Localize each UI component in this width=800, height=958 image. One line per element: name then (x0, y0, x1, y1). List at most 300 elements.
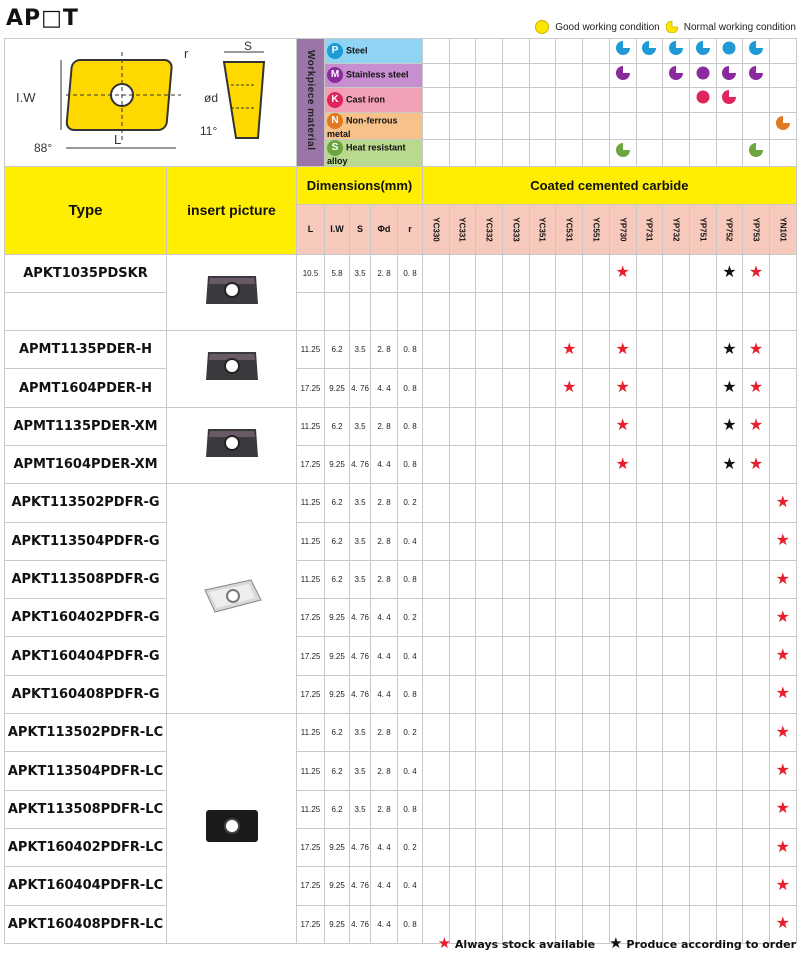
product-row (5, 522, 797, 560)
grade-cell (743, 714, 770, 752)
dim-cell: 2. 8 (371, 752, 398, 790)
material-name: Cast iron (346, 94, 386, 105)
grade-cell (689, 637, 716, 675)
type-cell: APKT160402PDFR-G (5, 599, 167, 637)
grade-cell (423, 407, 450, 445)
grade-cell (769, 331, 796, 369)
grade-cell (716, 254, 743, 292)
product-row (5, 445, 797, 483)
grade-cell (423, 637, 450, 675)
condition-cell (609, 88, 636, 113)
product-row (5, 714, 797, 752)
grade-cell (529, 522, 556, 560)
dim-cell: 17.25 (297, 675, 325, 713)
material-badge: M (327, 67, 343, 83)
grade-cell (423, 560, 450, 598)
grade-cell (583, 331, 610, 369)
dim-cell: 17.25 (297, 867, 325, 905)
dim-cell (371, 292, 398, 330)
grade-cell (583, 637, 610, 675)
material-name: Heat resistant alloy (327, 141, 406, 166)
dim-cell: 0. 4 (398, 522, 423, 560)
dim-cell: 11.25 (297, 484, 325, 522)
dim-col-header: r (398, 204, 423, 254)
condition-cell (503, 139, 530, 166)
grade-cell (529, 714, 556, 752)
condition-cell (609, 63, 636, 88)
normal-condition-icon (616, 66, 630, 80)
grade-cell (583, 522, 610, 560)
type-cell: APKT160404PDFR-LC (5, 867, 167, 905)
dim-cell: 17.25 (297, 905, 325, 943)
grade-cell (636, 714, 663, 752)
type-header: Type (5, 166, 167, 254)
dim-cell: 3.5 (350, 560, 371, 598)
dim-cell: 4. 4 (371, 369, 398, 407)
grade-label: YP731 (644, 216, 654, 242)
grade-cell (476, 675, 503, 713)
normal-condition-icon (642, 41, 656, 55)
normal-condition-icon (696, 41, 710, 55)
red-star-icon: ★ (562, 379, 577, 397)
dimensions-header: Dimensions(mm) (297, 166, 423, 204)
grade-cell (609, 752, 636, 790)
dim-cell: 6.2 (325, 522, 350, 560)
dim-cell: 9.25 (325, 599, 350, 637)
grade-cell (556, 675, 583, 713)
type-cell (5, 292, 167, 330)
coated-carbide-header: Coated cemented carbide (423, 166, 797, 204)
dim-cell: 4. 76 (350, 905, 371, 943)
dim-cell: 4. 4 (371, 599, 398, 637)
dim-cell: 11.25 (297, 331, 325, 369)
grade-cell (449, 292, 476, 330)
dim-cell: 11.25 (297, 752, 325, 790)
normal-condition-icon (749, 41, 763, 55)
grade-cell (769, 369, 796, 407)
insert-photo (197, 576, 267, 616)
dim-cell: 6.2 (325, 560, 350, 598)
condition-cell (556, 139, 583, 166)
grade-header (556, 204, 583, 254)
dim-cell: 4. 76 (350, 599, 371, 637)
condition-cell (769, 139, 796, 166)
dim-cell: 4. 76 (350, 369, 371, 407)
r-label: r (183, 45, 188, 61)
material-name: Stainless steel (346, 69, 409, 80)
grade-cell (476, 445, 503, 483)
condition-cell (556, 88, 583, 113)
dim-cell: 3.5 (350, 714, 371, 752)
grade-cell (743, 790, 770, 828)
grade-cell (503, 369, 530, 407)
grade-cell (609, 331, 636, 369)
grade-cell (503, 560, 530, 598)
condition-cell (743, 139, 770, 166)
dim-cell: 0. 8 (398, 445, 423, 483)
grade-cell (476, 560, 503, 598)
grade-cell (689, 522, 716, 560)
dim-col-header: S (350, 204, 371, 254)
grade-cell (556, 790, 583, 828)
grade-cell (503, 484, 530, 522)
grade-cell (583, 484, 610, 522)
normal-condition-icon (749, 66, 763, 80)
dim-cell: 2. 8 (371, 560, 398, 598)
product-row (5, 752, 797, 790)
header-row (5, 166, 797, 204)
grade-cell (743, 331, 770, 369)
material-name: Steel (346, 45, 368, 56)
type-cell: APMT1604PDER-XM (5, 445, 167, 483)
dim-cell: 10.5 (297, 254, 325, 292)
condition-cell (556, 63, 583, 88)
condition-cell (663, 63, 690, 88)
condition-cell (743, 88, 770, 113)
red-star-icon: ★ (775, 876, 790, 894)
grade-cell (663, 407, 690, 445)
grade-header (449, 204, 476, 254)
type-cell: APKT113504PDFR-G (5, 522, 167, 560)
grade-cell (583, 675, 610, 713)
product-row (5, 599, 797, 637)
grade-cell (663, 675, 690, 713)
grade-cell (743, 292, 770, 330)
product-row (5, 407, 797, 445)
grade-cell (743, 599, 770, 637)
dim-cell (325, 292, 350, 330)
dim-cell: 3.5 (350, 752, 371, 790)
dim-cell: 11.25 (297, 714, 325, 752)
dim-cell: 9.25 (325, 637, 350, 675)
condition-cell (449, 139, 476, 166)
material-badge: N (327, 113, 343, 129)
insert-picture-cell (167, 254, 297, 331)
grade-cell (769, 675, 796, 713)
condition-legend (535, 20, 796, 34)
grade-label: YC330 (431, 216, 441, 242)
condition-cell (769, 63, 796, 88)
material-name: Non-ferrous metal (327, 114, 398, 139)
grade-header (636, 204, 663, 254)
grade-cell (609, 790, 636, 828)
produce-order-label: Produce according to order (626, 938, 796, 951)
dim-cell: 6.2 (325, 790, 350, 828)
dim-cell: 0. 8 (398, 905, 423, 943)
grade-header (743, 204, 770, 254)
dim-cell: 0. 4 (398, 637, 423, 675)
grade-cell (529, 445, 556, 483)
grade-cell (556, 867, 583, 905)
s-label: S (243, 39, 252, 53)
material-badge: S (327, 140, 343, 156)
grade-cell (716, 599, 743, 637)
grade-cell (423, 445, 450, 483)
grade-cell (743, 369, 770, 407)
grade-cell (556, 828, 583, 866)
red-star-icon: ★ (775, 915, 790, 933)
dim-cell: 4. 4 (371, 867, 398, 905)
insert-picture-cell (167, 484, 297, 714)
grade-cell (609, 292, 636, 330)
dim-cell: 9.25 (325, 905, 350, 943)
grade-cell (743, 484, 770, 522)
grade-cell (503, 407, 530, 445)
condition-cell (423, 63, 450, 88)
grade-cell (716, 292, 743, 330)
black-star-icon: ★ (722, 455, 737, 473)
grade-cell (503, 790, 530, 828)
grade-cell (423, 714, 450, 752)
condition-cell (449, 39, 476, 64)
grade-cell (663, 752, 690, 790)
dim-cell: 9.25 (325, 369, 350, 407)
grade-cell (689, 714, 716, 752)
grade-cell (636, 828, 663, 866)
grade-cell (503, 599, 530, 637)
grade-cell (423, 599, 450, 637)
dim-cell (297, 292, 325, 330)
condition-cell (663, 139, 690, 166)
grade-cell (663, 867, 690, 905)
grade-cell (689, 560, 716, 598)
grade-cell (609, 369, 636, 407)
grade-label: YC331 (458, 216, 468, 242)
grade-cell (476, 637, 503, 675)
grade-cell (503, 714, 530, 752)
grade-cell (769, 560, 796, 598)
grade-cell (449, 331, 476, 369)
condition-cell (636, 88, 663, 113)
product-row (5, 828, 797, 866)
condition-cell (769, 112, 796, 139)
grade-cell (529, 369, 556, 407)
grade-cell (636, 407, 663, 445)
condition-cell (636, 139, 663, 166)
grade-cell (636, 675, 663, 713)
condition-cell (769, 39, 796, 64)
grade-cell (503, 867, 530, 905)
condition-cell (503, 63, 530, 88)
type-cell: APKT1035PDSKR (5, 254, 167, 292)
grade-cell (689, 752, 716, 790)
condition-cell (583, 139, 610, 166)
red-star-icon: ★ (748, 417, 764, 435)
insert-picture-cell (167, 331, 297, 408)
grade-cell (636, 445, 663, 483)
grade-cell (609, 637, 636, 675)
grade-cell (449, 407, 476, 445)
red-star-icon: ★ (615, 340, 630, 358)
grade-cell (689, 675, 716, 713)
dim-cell: 4. 76 (350, 445, 371, 483)
grade-cell (663, 292, 690, 330)
dim-cell: 0. 8 (398, 254, 423, 292)
grade-header (663, 204, 690, 254)
dim-cell: 11.25 (297, 407, 325, 445)
dim-cell: 4. 76 (350, 637, 371, 675)
black-star-icon: ★ (722, 340, 737, 358)
grade-cell (556, 445, 583, 483)
grade-cell (609, 675, 636, 713)
grade-cell (716, 867, 743, 905)
grade-cell (636, 560, 663, 598)
good-condition-icon (535, 20, 549, 34)
grade-cell (556, 560, 583, 598)
grade-cell (503, 828, 530, 866)
grade-cell (716, 828, 743, 866)
condition-cell (689, 139, 716, 166)
grade-cell (503, 675, 530, 713)
red-star-icon: ★ (748, 340, 764, 358)
grade-cell (529, 637, 556, 675)
type-cell: APMT1135PDER-XM (5, 407, 167, 445)
grade-cell (769, 484, 796, 522)
grade-cell (663, 714, 690, 752)
grade-cell (716, 752, 743, 790)
material-s (325, 139, 423, 166)
dim-cell: 3.5 (350, 254, 371, 292)
grade-header (769, 204, 796, 254)
dim-cell: 17.25 (297, 445, 325, 483)
dim-cell: 2. 8 (371, 522, 398, 560)
dim-cell: 11.25 (297, 790, 325, 828)
dim-cell: 6.2 (325, 331, 350, 369)
dim-cell: 0. 2 (398, 828, 423, 866)
red-star-icon: ★ (775, 723, 790, 741)
grade-cell (556, 331, 583, 369)
condition-cell (743, 39, 770, 64)
material-k (325, 88, 423, 113)
dim-cell: 0. 2 (398, 714, 423, 752)
dim-cell (398, 292, 423, 330)
condition-cell (529, 112, 556, 139)
grade-cell (449, 752, 476, 790)
grade-cell (423, 675, 450, 713)
condition-cell (476, 139, 503, 166)
grade-cell (529, 790, 556, 828)
dim-cell: 4. 4 (371, 637, 398, 675)
dim-cell: 6.2 (325, 752, 350, 790)
condition-cell (476, 63, 503, 88)
grade-cell (663, 331, 690, 369)
grade-cell (449, 484, 476, 522)
product-row (5, 331, 797, 369)
grade-cell (716, 675, 743, 713)
red-star-icon: ★ (437, 934, 452, 952)
dim-cell: 2. 8 (371, 331, 398, 369)
type-cell: APKT113502PDFR-LC (5, 714, 167, 752)
grade-header (529, 204, 556, 254)
grade-cell (689, 254, 716, 292)
grade-cell (743, 828, 770, 866)
type-cell: APKT160404PDFR-G (5, 637, 167, 675)
grade-cell (769, 522, 796, 560)
condition-cell (529, 63, 556, 88)
dim-cell: 4. 76 (350, 675, 371, 713)
l-label: L (113, 131, 121, 147)
grade-header (423, 204, 450, 254)
insert-photo (200, 806, 264, 846)
condition-cell (583, 63, 610, 88)
grade-cell (476, 752, 503, 790)
condition-cell (689, 112, 716, 139)
grade-cell (449, 790, 476, 828)
grade-cell (609, 828, 636, 866)
grade-cell (663, 369, 690, 407)
grade-cell (689, 331, 716, 369)
grade-header (476, 204, 503, 254)
grade-cell (556, 484, 583, 522)
insert-diagram (5, 39, 297, 167)
grade-cell (663, 254, 690, 292)
grade-cell (476, 867, 503, 905)
grade-cell (636, 369, 663, 407)
stock-legend (438, 934, 796, 952)
grade-cell (556, 407, 583, 445)
product-row (5, 369, 797, 407)
condition-cell (423, 88, 450, 113)
grade-label: YP732 (671, 216, 681, 242)
condition-cell (716, 112, 743, 139)
condition-cell (609, 139, 636, 166)
grade-cell (663, 637, 690, 675)
dim-cell: 9.25 (325, 867, 350, 905)
dim-cell: 0. 4 (398, 752, 423, 790)
grade-cell (743, 445, 770, 483)
grade-cell (689, 445, 716, 483)
type-cell: APKT113504PDFR-LC (5, 752, 167, 790)
condition-cell (503, 112, 530, 139)
dim-cell: 0. 8 (398, 675, 423, 713)
grade-cell (769, 752, 796, 790)
grade-label: YP752 (724, 216, 734, 242)
condition-cell (583, 39, 610, 64)
grade-cell (476, 599, 503, 637)
grade-label: YC333 (511, 216, 521, 242)
insert-picture-cell (167, 714, 297, 944)
dim-cell: 0. 4 (398, 867, 423, 905)
type-cell: APKT160408PDFR-LC (5, 905, 167, 943)
grade-cell (529, 254, 556, 292)
red-star-icon: ★ (775, 493, 790, 511)
grade-cell (663, 599, 690, 637)
condition-cell (423, 39, 450, 64)
insert-photo (200, 423, 264, 463)
condition-cell (636, 112, 663, 139)
condition-cell (449, 63, 476, 88)
dim-cell: 11.25 (297, 522, 325, 560)
dim-cell: 17.25 (297, 369, 325, 407)
grade-cell (529, 752, 556, 790)
condition-cell (689, 88, 716, 113)
grade-label: YC332 (484, 216, 494, 242)
grade-cell (423, 292, 450, 330)
grade-cell (476, 790, 503, 828)
condition-cell (663, 39, 690, 64)
grade-cell (476, 331, 503, 369)
condition-cell (503, 39, 530, 64)
grade-cell (769, 790, 796, 828)
grade-cell (609, 560, 636, 598)
grade-cell (476, 522, 503, 560)
grade-cell (423, 828, 450, 866)
grade-cell (609, 445, 636, 483)
grade-cell (636, 254, 663, 292)
grade-cell (716, 714, 743, 752)
condition-cell (609, 39, 636, 64)
black-star-icon: ★ (722, 417, 737, 435)
